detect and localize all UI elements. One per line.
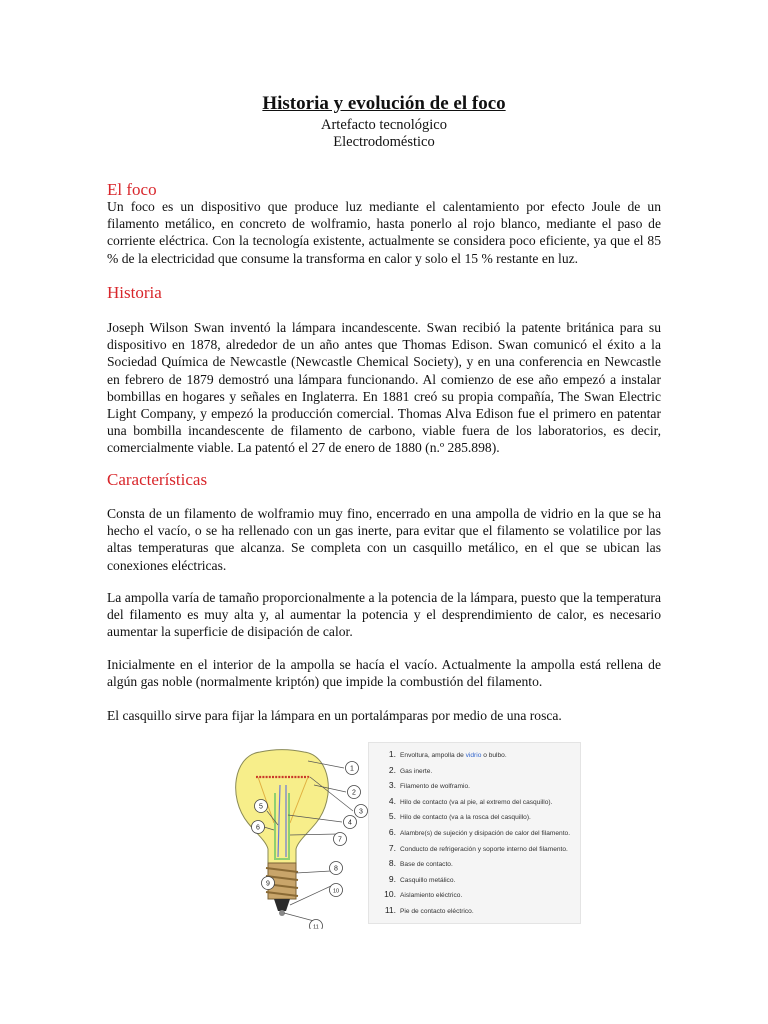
legend-text: Base de contacto.: [400, 861, 453, 869]
legend-number: 4.: [388, 795, 396, 806]
callout-label: 9: [266, 880, 270, 888]
legend-item: [369, 872, 580, 888]
parts-legend: [368, 742, 581, 924]
callout-5: [255, 800, 268, 813]
legend-item: [369, 794, 580, 810]
legend-number: 1.: [388, 749, 396, 759]
bulb-illustration: [236, 750, 329, 916]
legend-text: Aislamiento eléctrico.: [400, 892, 463, 900]
insulation: [274, 899, 290, 911]
legend-text: Hilo de contacto (va a la rosca del casquillo).: [400, 814, 531, 822]
callout-label: 7: [338, 836, 342, 844]
legend-text: Casquillo metálico.: [400, 876, 456, 884]
callout-10: [330, 884, 343, 897]
legend-number: 6.: [388, 826, 396, 837]
paragraph-caracteristicas-3: Inicialmente en el interior de la ampolla se hacía el vacío. Actualmente la ampolla está rellena de algún gas noble (normalmente kriptón) que impide la combustión del filamento.: [107, 657, 661, 690]
document-subtitle-2: Electrodoméstico: [333, 134, 435, 150]
legend-text: Hilo de contacto (va al pie, al extremo del casquillo).: [400, 798, 553, 806]
legend-item: [369, 856, 580, 872]
legend-number: 3.: [388, 780, 396, 791]
callout-1: [346, 762, 359, 775]
legend-item: [369, 887, 580, 903]
callout-4: [344, 816, 357, 829]
legend-text: Pie de contacto eléctrico.: [400, 907, 474, 915]
legend-text: Filamento de wolframio.: [400, 783, 470, 791]
legend-item: [369, 809, 580, 825]
callout-2: [348, 786, 361, 799]
callout-label: 11: [313, 924, 319, 929]
legend-item: [369, 825, 580, 841]
document-subtitle-1: Artefacto tecnológico: [320, 117, 447, 133]
paragraph-caracteristicas-2: La ampolla varía de tamaño proporcionalmente a la potencia de la lámpara, puesto que la temperatura del filamento es muy alta y, al aumentar la potencia y el desprendimiento de calor, es necesario aumentar la superficie de disipación de calor.: [107, 590, 661, 640]
glass-envelope: [236, 750, 329, 863]
legend-link[interactable]: vidrio: [465, 752, 482, 759]
legend-number: 7.: [388, 842, 396, 853]
legend-text: Envoltura, ampolla de: [400, 752, 466, 759]
callout-label: 1: [350, 765, 354, 773]
legend-text: Conducto de refrigeración y soporte interno del filamento.: [400, 845, 568, 853]
callout-label: 6: [256, 824, 260, 832]
callout-6: [252, 821, 265, 834]
callout-label: 3: [359, 808, 363, 816]
legend-number: 5.: [388, 811, 396, 822]
callout-7: [334, 833, 347, 846]
legend-text-suffix: o bulbo.: [481, 752, 507, 759]
callout-11: [310, 920, 323, 930]
callout-label: 10: [332, 888, 340, 895]
legend-number: 8.: [388, 858, 396, 869]
section-heading-el-foco: El foco: [107, 180, 157, 199]
legend-number: 9.: [388, 873, 396, 884]
callout-label: 8: [334, 865, 338, 873]
callout-3: [355, 805, 368, 818]
legend-text: Alambre(s) de sujeción y disipación de calor del filamento.: [400, 829, 571, 837]
legend-text: Gas inerte.: [400, 767, 433, 775]
paragraph-caracteristicas-1: Consta de un filamento de wolframio muy fino, encerrado en una ampolla de vidrio en la que se ha hecho el vacío, o se ha rellenado con un gas inerte, para evitar que el filamento se volatilice por las altas temperaturas que alcanza. Se completa con un casquillo metálico, en el que se ubican las conexiones eléctricas.: [107, 506, 661, 573]
callout-label: 2: [352, 789, 356, 797]
callout-label: 4: [348, 819, 352, 827]
legend-item: [369, 903, 580, 919]
legend-number: 10.: [384, 889, 396, 900]
paragraph-caracteristicas-4: El casquillo sirve para fijar la lámpara en un portalámparas por medio de una rosca.: [107, 708, 562, 723]
paragraph-historia: Joseph Wilson Swan inventó la lámpara incandescente. Swan recibió la patente británica para su dispositivo en 1878, alrededor de un año antes que Thomas Edison. Swan comunicó el éxito a la Sociedad Química de Newcastle (Newcastle Chemical Society), y en una conferencia en Newcastle en febrero de 1879 demostró una lámpara funcionando. Al comienzo de ese año empezó a instalar bombillas en hogares y señales en Inglaterra. En 1881 creó su propia compañía, The Swan Electric Light Company, y empezó la producción comercial. Thomas Alva Edison fue el primero en patentar una bombilla incandescente de filamento de carbono, viable fuera de los laboratorios, es decir, comercialmente viable. La patentó el 27 de enero de 1880 (n.º 285.898).: [107, 320, 661, 456]
callout-label: 5: [259, 803, 263, 811]
section-heading-caracteristicas: Características: [107, 470, 208, 489]
legend-number: 11.: [384, 904, 396, 915]
legend-item: [369, 841, 580, 857]
legend-item: [369, 747, 580, 763]
callout-9: [262, 877, 275, 890]
paragraph-el-foco: Un foco es un dispositivo que produce luz mediante el calentamiento por efecto Joule de un filamento metálico, en concreto de wolframio, hasta ponerlo al rojo blanco, mediante el paso de corriente eléctrica. Con la tecnología existente, actualmente se considera poco eficiente, ya que el 85 % de la electricidad que consume la transforma en calor y solo el 15 % restante en luz.: [107, 199, 661, 266]
legend-number: 2.: [388, 764, 396, 775]
callout-8: [330, 862, 343, 875]
legend-item: [369, 763, 580, 779]
document-title: Historia y evolución de el foco: [262, 93, 506, 114]
section-heading-historia: Historia: [107, 283, 162, 302]
legend-item: [369, 778, 580, 794]
